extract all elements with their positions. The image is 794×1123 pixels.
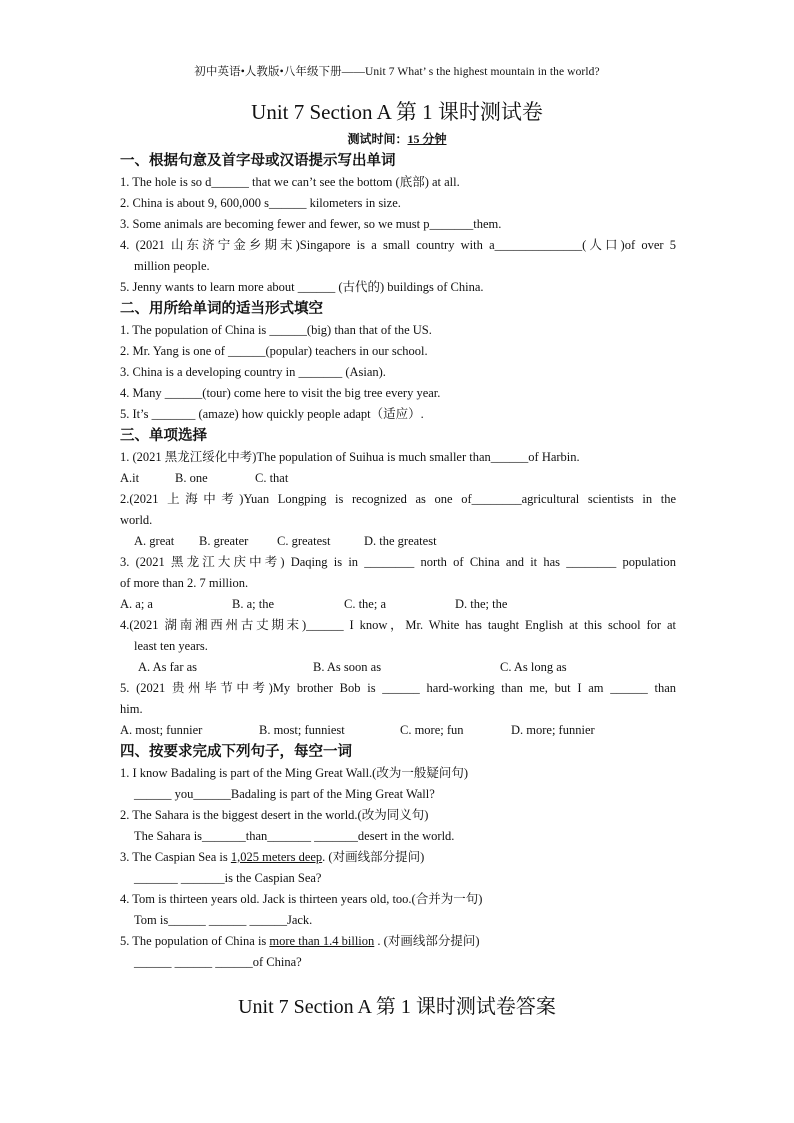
s3-q3-options	[120, 594, 676, 615]
s1-q4-cont: million people.	[134, 259, 210, 273]
option: B. most; funniest	[259, 723, 345, 737]
running-header: 初中英语•人教版•八年级下册——Unit 7 What’ s the highest mountain in the world?	[194, 66, 600, 78]
section-3-heading: 三、单项选择	[120, 428, 207, 444]
option: D. more; funnier	[511, 723, 595, 737]
page-title: Unit 7 Section A 第 1 课时测试卷	[251, 100, 543, 124]
s1-q5: 5. Jenny wants to learn more about ______ (古代的) buildings of China.	[120, 280, 484, 294]
s4-q2-answer: The Sahara is_______than_______ _______desert in the world.	[134, 829, 455, 843]
s4-q4: 4. Tom is thirteen years old. Jack is thirteen years old, too.(合并为一句)	[120, 892, 483, 906]
s4-q1-answer: ______ you______Badaling is part of the Ming Great Wall?	[134, 787, 435, 801]
s3-q2: 2.(2021 上海中考)Yuan Longping is recognized as one of________agricultural scientists in the	[120, 492, 676, 506]
option: C. As long as	[500, 660, 567, 674]
s4-q5-answer: ______ ______ ______of China?	[134, 955, 302, 969]
option: C. that	[255, 471, 289, 485]
option: B. a; the	[232, 597, 275, 611]
s3-q3-cont: of more than 2. 7 million.	[120, 576, 249, 590]
s4-q1: 1. I know Badaling is part of the Ming Great Wall.(改为一般疑问句)	[120, 766, 469, 780]
s2-q2: 2. Mr. Yang is one of ______(popular) teachers in our school.	[120, 344, 428, 358]
option: A. most; funnier	[120, 723, 203, 737]
s4-q5-text: 5. The population of China is	[120, 934, 270, 948]
option: D. the; the	[455, 597, 508, 611]
test-time-value: 15 分钟	[407, 132, 447, 146]
s4-q3-underlined: 1,025 meters deep	[230, 850, 323, 864]
s1-q2: 2. China is about 9, 600,000 s______ kilometers in size.	[120, 196, 401, 210]
option: A. As far as	[138, 660, 198, 674]
s1-q1: 1. The hole is so d______ that we can’t see the bottom (底部) at all.	[120, 175, 460, 189]
option: B. greater	[199, 534, 249, 548]
s4-q3-note: . (对画线部分提问)	[322, 850, 425, 864]
option: A. great	[134, 534, 175, 548]
option: D. the greatest	[364, 534, 437, 548]
s4-q5-note: . (对画线部分提问)	[374, 934, 480, 948]
s4-q2: 2. The Sahara is the biggest desert in the world.(改为同义句)	[120, 808, 429, 822]
question-content	[120, 150, 676, 973]
s4-q5-underlined: more than 1.4 billion	[269, 934, 375, 948]
s1-q3: 3. Some animals are becoming fewer and fewer, so we must p_______them.	[120, 217, 502, 231]
answer-section-title: Unit 7 Section A 第 1 课时测试卷答案	[238, 996, 556, 1018]
s3-q5: 5. (2021 贵州毕节中考)My brother Bob is ______ hard-working than me, but I am ______ than	[120, 681, 676, 695]
test-time	[0, 130, 794, 147]
s3-q4: 4.(2021 湖南湘西州古丈期末)______ I know，Mr. White has taught English at this school for at	[120, 618, 676, 632]
section-2-heading: 二、用所给单词的适当形式填空	[120, 301, 323, 317]
option: C. the; a	[344, 597, 387, 611]
s2-q1: 1. The population of China is ______(big) than that of the US.	[120, 323, 432, 337]
s3-q4-cont: least ten years.	[134, 639, 208, 653]
s3-q3: 3. (2021 黑龙江大庆中考) Daqing is in ________ north of China and it has ________ population	[120, 555, 676, 569]
option: C. greatest	[277, 534, 331, 548]
s4-q3-text: 3. The Caspian Sea is	[120, 850, 231, 864]
option: A.it	[120, 471, 140, 485]
s2-q3: 3. China is a developing country in _______ (Asian).	[120, 365, 386, 379]
option: B. As soon as	[313, 660, 382, 674]
section-1-heading: 一、根据句意及首字母或汉语提示写出单词	[120, 153, 396, 169]
s3-q1-options	[120, 468, 676, 489]
s4-q3-answer: _______ _______is the Caspian Sea?	[134, 871, 322, 885]
s4-q3	[120, 847, 676, 868]
option: B. one	[175, 471, 208, 485]
section-4-heading: 四、按要求完成下列句子，每空一词	[120, 744, 352, 760]
s3-q4-options	[120, 657, 676, 678]
test-time-label: 测试时间：	[347, 132, 408, 146]
s3-q5-options	[120, 720, 676, 741]
option: C. more; fun	[400, 723, 464, 737]
s3-q2-options	[120, 531, 676, 552]
option: A. a; a	[120, 597, 153, 611]
s4-q5	[120, 931, 676, 952]
s4-q4-answer: Tom is______ ______ ______Jack.	[134, 913, 313, 927]
s3-q1: 1. (2021 黑龙江绥化中考)The population of Suihua is much smaller than______of Harbin.	[120, 450, 580, 464]
s1-q4: 4. (2021 山东济宁金乡期末)Singapore is a small country with a______________(人口)of over 5	[120, 238, 676, 252]
s2-q4: 4. Many ______(tour) come here to visit the big tree every year.	[120, 386, 441, 400]
s3-q5-cont: him.	[120, 702, 143, 716]
s2-q5: 5. It’s _______ (amaze) how quickly people adapt（适应）.	[120, 407, 424, 421]
s3-q2-cont: world.	[120, 513, 153, 527]
